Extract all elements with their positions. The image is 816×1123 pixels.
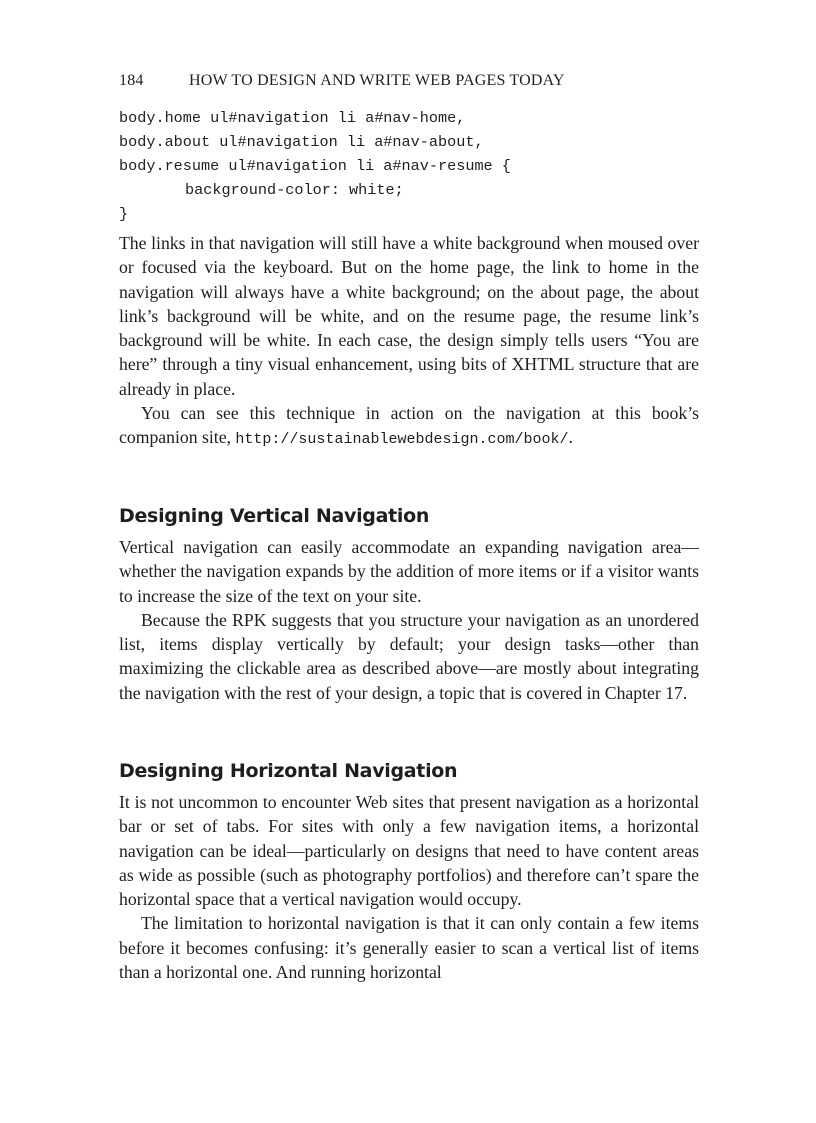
vertical-navigation-body [119, 535, 699, 705]
section-heading: Designing Horizontal Navigation [119, 760, 458, 782]
running-header [119, 72, 699, 90]
page-number: 184 [119, 72, 144, 89]
book-title: HOW TO DESIGN AND WRITE WEB PAGES TODAY [189, 72, 565, 89]
code-line: } [119, 205, 129, 223]
horizontal-navigation-body [119, 790, 699, 984]
section-heading: Designing Vertical Navigation [119, 505, 430, 527]
intro-section [119, 231, 699, 453]
vertical-navigation-section [119, 505, 699, 527]
body-paragraph: It is not uncommon to encounter Web sites that present navigation as a horizontal bar or set of tabs. For sites with only a few navigation items, a horizontal navigation can be ideal—particularly on designs that need to have content areas as wide as possible (such as photography portfolios) and therefore can’t spare the horizontal space that a vertical navigation would occupy. [119, 792, 699, 910]
body-paragraph: Because the RPK suggests that you structure your navigation as an unordered list, items display vertically by default; your design tasks—other than maximizing the clickable area as described above—are mostly about integrating the navigation with the rest of your design, a topic that is covered in Chapter 17. [119, 609, 699, 703]
code-block [119, 106, 511, 226]
code-line: body.home ul#navigation li a#nav-home, [119, 109, 466, 127]
body-paragraph [119, 401, 699, 453]
code-line: background-color: white; [185, 181, 404, 199]
code-line: body.about ul#navigation li a#nav-about, [119, 133, 484, 151]
companion-site-url: http://sustainablewebdesign.com/book/ [235, 431, 569, 449]
body-paragraph: The limitation to horizontal navigation is that it can only contain a few items before it becomes confusing: it’s generally easier to scan a vertical list of items than a horizontal one. And running horizontal [119, 913, 699, 983]
body-paragraph: The links in that navigation will still have a white background when moused over or focused via the keyboard. But on the home page, the link to home in the navigation will always have a white background; on the about page, the about link’s background will be white, and on the resume page, the resume link’s background will be white. In each case, the design simply tells users “You are here” through a tiny visual enhancement, using bits of XHTML structure that are already in place. [119, 233, 699, 399]
code-line: body.resume ul#navigation li a#nav-resume { [119, 157, 511, 175]
horizontal-navigation-section [119, 760, 699, 782]
paragraph-end: . [568, 427, 573, 448]
paragraph-text: You can see this technique in action on the navigation at this book’s companion site, [119, 403, 699, 448]
body-paragraph: Vertical navigation can easily accommodate an expanding navigation area—whether the navigation expands by the addition of more items or if a visitor wants to increase the size of the text on your site. [119, 537, 699, 606]
